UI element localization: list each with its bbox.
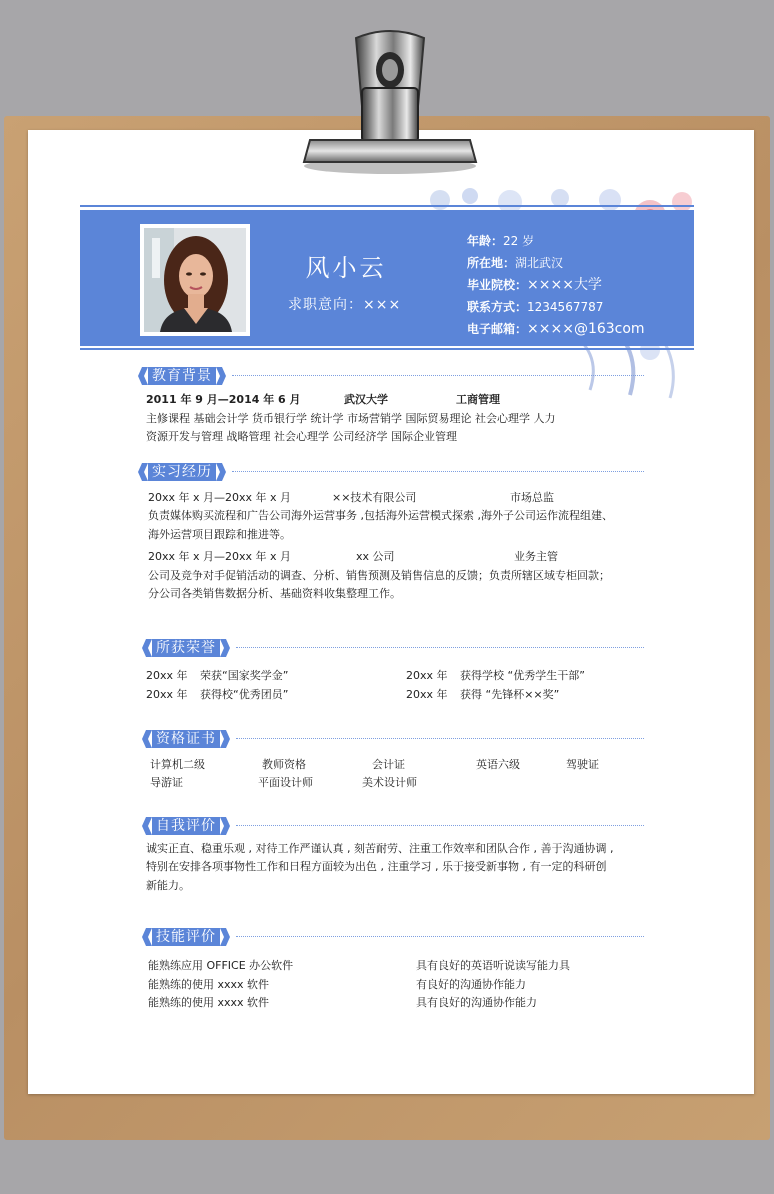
job-company: xx 公司 [356,550,395,563]
header-line [80,348,694,350]
job-desc: 海外运营项目跟踪和推进等。 [148,528,291,541]
honor-year: 20xx 年 [406,688,448,701]
portrait-image [144,228,246,332]
honor-year: 20xx 年 [146,669,188,682]
job-desc: 分公司各类销售数据分析、基础资料收集整理工作。 [148,587,401,600]
self-eval-text: 特别在安排各项事物性工作和日程方面较为出色 , 注重学习 , 乐于接受新事物 , 有一定的科研创 [146,860,607,873]
skill-item: 能熟练的使用 xxxx 软件 [148,996,270,1009]
self-eval-text: 新能力。 [146,879,190,892]
certificate: 教师资格 [262,758,306,771]
job-role: 业务主管 [514,550,558,563]
chevron-left-icon [142,639,152,657]
chevron-right-icon [216,463,226,481]
candidate-name: 风小云 [305,254,387,282]
job-role: 市场总监 [510,491,554,504]
skill-item: 能熟练应用 OFFICE 办公软件 [148,959,294,972]
edu-courses: 主修课程 基础会计学 货币银行学 统计学 市场营销学 国际贸易理论 社会心理学 人力 [146,412,556,425]
chevron-right-icon [220,928,230,946]
chevron-right-icon [220,639,230,657]
section-divider [236,738,644,739]
chevron-left-icon [138,463,148,481]
info-school: 毕业院校：××××大学 [467,277,602,293]
chevron-right-icon [220,730,230,748]
certificate: 平面设计师 [258,776,313,789]
edu-school: 武汉大学 [344,393,388,406]
skill-item: 能熟练的使用 xxxx 软件 [148,978,270,991]
info-phone: 联系方式：1234567787 [467,300,604,314]
personal-info [467,230,645,340]
job-intent: 求职意向：××× [288,297,402,313]
job-period: 20xx 年 x 月—20xx 年 x 月 [148,550,292,563]
info-age: 年龄：22 岁 [467,234,535,248]
certificate: 美术设计师 [362,776,417,789]
section-divider [232,471,644,472]
section-title-certificates: 资格证书 [142,729,230,749]
section-title-internship: 实习经历 [138,462,226,482]
section-title-honors: 所获荣誉 [142,638,230,658]
skill-item: 具有良好的沟通协作能力 [416,996,537,1009]
chevron-left-icon [138,367,148,385]
honor-year: 20xx 年 [146,688,188,701]
honor-text: 获得 “先锋杯××奖” [460,688,560,701]
section-title-self-eval: 自我评价 [142,816,230,836]
job-period: 20xx 年 x 月—20xx 年 x 月 [148,491,292,504]
honor-text: 获得校“优秀团员” [200,688,289,701]
honor-text: 获得学校 “优秀学生干部” [460,669,585,682]
certificate: 英语六级 [476,758,520,771]
section-title-skills: 技能评价 [142,927,230,947]
job-desc: 负责媒体购买流程和广告公司海外运营事务 ,包括海外运营模式探索 ,海外子公司运作流程组建、 [148,509,613,522]
chevron-right-icon [220,817,230,835]
chevron-left-icon [142,817,152,835]
edu-courses: 资源开发与管理 战略管理 社会心理学 公司经济学 国际企业管理 [146,430,457,443]
certificate: 计算机二级 [150,758,205,771]
info-location: 所在地：湖北武汉 [467,256,564,270]
edu-period: 2011 年 9 月—2014 年 6 月 [146,393,301,406]
certificate: 会计证 [372,758,405,771]
binder-clip [300,28,480,174]
section-title-education: 教育背景 [138,366,226,386]
chevron-left-icon [142,730,152,748]
certificate: 驾驶证 [566,758,599,771]
certificate: 导游证 [150,776,183,789]
section-divider [232,375,644,376]
info-email: 电子邮箱：××××@163com [467,321,645,337]
self-eval-text: 诚实正直、稳重乐观 , 对待工作严谨认真 , 刻苦耐劳、注重工作效率和团队合作 , 善于沟通协调 , [146,842,614,855]
edu-major: 工商管理 [456,393,500,406]
section-divider [236,936,644,937]
profile-photo [140,224,250,336]
section-divider [236,825,644,826]
skill-item: 具有良好的英语听说读写能力具 [416,959,570,972]
chevron-right-icon [216,367,226,385]
job-desc: 公司及竞争对手促销活动的调查、分析、销售预测及销售信息的反馈；负责所辖区域专柜回款； [148,569,610,582]
honor-year: 20xx 年 [406,669,448,682]
job-company: ××技术有限公司 [332,491,417,504]
honor-text: 荣获“国家奖学金” [200,669,289,682]
skill-item: 有良好的沟通协作能力 [416,978,526,991]
chevron-left-icon [142,928,152,946]
header-line [80,205,694,207]
section-divider [236,647,644,648]
